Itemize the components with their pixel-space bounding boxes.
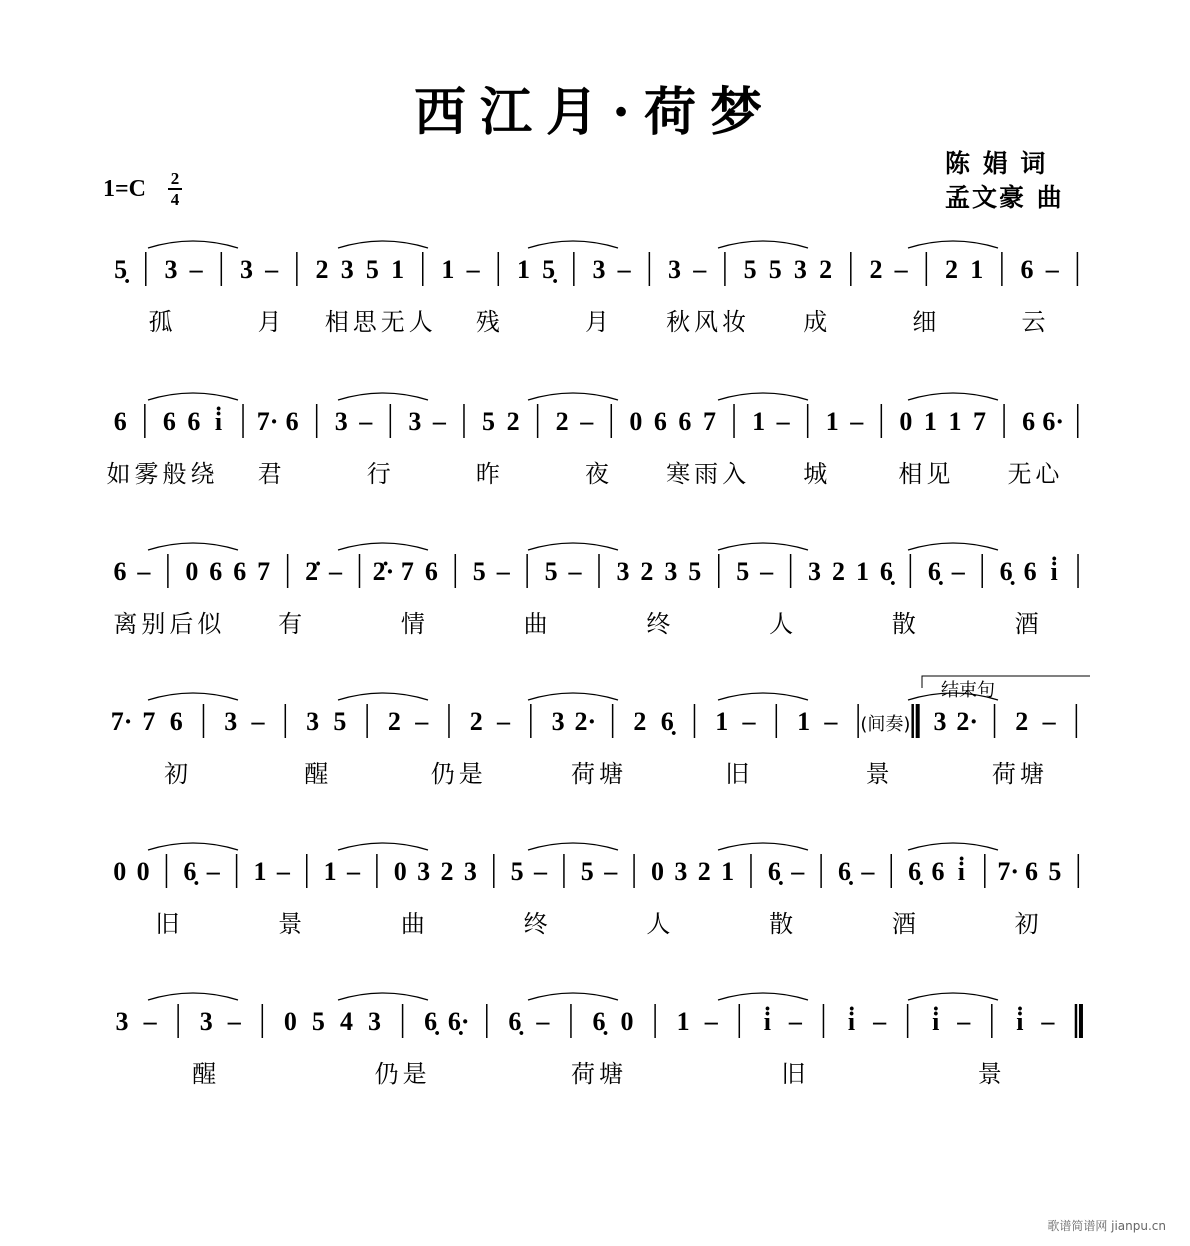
slur — [528, 693, 618, 700]
note: 7· — [110, 707, 133, 736]
watermark: 歌谱简谱网 jianpu.cn — [1047, 1219, 1166, 1233]
note: 7· — [256, 407, 279, 436]
note: – — [189, 255, 203, 284]
note: 1 — [323, 857, 337, 886]
note: 1 — [797, 707, 811, 736]
note: 6̣ — [424, 1007, 438, 1036]
note: 1 — [516, 255, 530, 284]
note: 3 — [674, 857, 688, 886]
note: – — [432, 407, 446, 436]
lyric: 仍是 — [430, 760, 487, 788]
lyric: 有 — [278, 610, 307, 638]
lyric: 荷塘 — [571, 1060, 627, 1088]
note: 1 — [441, 255, 455, 284]
note: 5 — [580, 857, 594, 886]
lyric: 景 — [865, 760, 894, 788]
slur — [338, 241, 428, 248]
note: 2̇ — [305, 557, 319, 586]
note: 6̣ — [183, 857, 197, 886]
lyric: 如雾般绕 — [106, 460, 219, 488]
lyric: 初 — [164, 760, 193, 788]
lyric: 初 — [1014, 910, 1043, 938]
note: – — [894, 255, 908, 284]
lyric: 酒 — [1014, 610, 1043, 638]
note: 0 — [136, 857, 150, 886]
note: 3 — [808, 557, 822, 586]
note: – — [466, 255, 480, 284]
note: 2· — [574, 707, 597, 736]
note: 7 — [400, 557, 414, 586]
note: 3 — [616, 557, 630, 586]
note: – — [861, 857, 875, 886]
note: 5̣ — [542, 255, 556, 284]
note: 0 — [283, 1007, 297, 1036]
slur — [528, 241, 618, 248]
note: 6 — [187, 407, 201, 436]
lyric: 旧 — [781, 1060, 810, 1088]
lyric: 酒 — [891, 910, 920, 938]
song-title: 西江月·荷梦 — [413, 82, 777, 143]
note: 5 — [1048, 857, 1062, 886]
note: – — [137, 557, 151, 586]
note: 3 — [340, 255, 354, 284]
note: 2 — [315, 255, 329, 284]
slur — [148, 393, 238, 400]
note: 5 — [768, 255, 782, 284]
note: – — [776, 407, 790, 436]
note: 3 — [115, 1007, 129, 1036]
note: – — [617, 255, 631, 284]
note: – — [359, 407, 373, 436]
slur — [338, 393, 428, 400]
slur — [718, 993, 808, 1000]
note: – — [824, 707, 838, 736]
note: 1 — [825, 407, 839, 436]
note: 6 — [1023, 557, 1037, 586]
note: 3 — [408, 407, 422, 436]
note: – — [873, 1007, 887, 1036]
note: 7 — [973, 407, 987, 436]
note: 3 — [592, 255, 606, 284]
note: – — [536, 1007, 550, 1036]
note: 3 — [334, 407, 348, 436]
note: 5 — [510, 857, 524, 886]
slur — [908, 543, 998, 550]
lyric: 秋风妆 — [666, 308, 751, 336]
note: 5 — [688, 557, 702, 586]
note: 3 — [164, 255, 178, 284]
note: 5 — [544, 557, 558, 586]
lyric: 离别后似 — [113, 610, 226, 638]
note: – — [580, 407, 594, 436]
note: 2 — [555, 407, 569, 436]
note: 2· — [956, 707, 979, 736]
note: – — [415, 707, 429, 736]
lyric: 醒 — [304, 760, 333, 788]
note: – — [850, 407, 864, 436]
lyric: 仍是 — [374, 1060, 431, 1088]
lyric: 终 — [646, 610, 675, 638]
note: 3 — [368, 1007, 382, 1036]
note: – — [347, 857, 360, 886]
note: 1 — [855, 557, 869, 586]
slur — [718, 241, 808, 248]
slur — [338, 543, 428, 550]
note: 6̣ — [508, 1007, 522, 1036]
note: 1 — [391, 255, 405, 284]
note: – — [704, 1007, 718, 1036]
lyric: 行 — [366, 460, 395, 488]
note: – — [143, 1007, 157, 1036]
note: i̇ — [1016, 1007, 1024, 1036]
lyric: 曲 — [523, 610, 552, 638]
slur — [338, 993, 428, 1000]
note: 6 — [931, 857, 945, 886]
note: 0 — [899, 407, 913, 436]
note: – — [568, 557, 582, 586]
lyric: 成 — [803, 308, 832, 336]
note: 7 — [702, 407, 716, 436]
note: i̇ — [932, 1007, 940, 1036]
note: – — [760, 557, 774, 586]
note: i̇ — [847, 1007, 856, 1036]
note: 4 — [339, 1007, 353, 1036]
note: 2 — [869, 255, 883, 284]
note: – — [206, 857, 220, 886]
note: 2 — [1015, 707, 1029, 736]
slur — [908, 393, 998, 400]
note: 0 — [650, 857, 664, 886]
note: – — [276, 857, 290, 886]
note: 6 — [209, 557, 223, 586]
note: – — [1041, 1007, 1055, 1036]
note: 6 — [285, 407, 299, 436]
note: 0 — [629, 407, 643, 436]
note: 6· — [1042, 407, 1065, 436]
note: 5 — [333, 707, 347, 736]
ending-label: 结束句 — [941, 680, 995, 701]
lyric: 无心 — [1007, 460, 1064, 488]
note: 6̣ — [592, 1007, 606, 1036]
note: 1 — [715, 707, 729, 736]
note: 6 — [113, 407, 127, 436]
note: 3 — [664, 557, 678, 586]
note: – — [497, 707, 511, 736]
note: 3 — [239, 255, 253, 284]
note: i̇ — [214, 407, 223, 436]
note: 0 — [113, 857, 127, 886]
lyric: 君 — [257, 460, 286, 488]
slur — [148, 543, 238, 550]
note: 6̣ — [838, 857, 851, 886]
lyric: 旧 — [725, 760, 754, 788]
note: – — [227, 1007, 241, 1036]
note: 2 — [506, 407, 520, 436]
note: 1 — [948, 407, 962, 436]
note: – — [951, 557, 965, 586]
slur — [718, 543, 808, 550]
lyric: 终 — [523, 910, 552, 938]
note: i̇ — [1050, 557, 1058, 586]
note: 3 — [199, 1007, 213, 1036]
note: 6̣ — [767, 857, 781, 886]
note: 6̣ — [927, 557, 941, 586]
note: 2 — [469, 707, 483, 736]
note: 2 — [945, 255, 959, 284]
note: 2 — [832, 557, 846, 586]
lyric: 月 — [585, 308, 613, 336]
note: 6 — [162, 407, 176, 436]
note: 2 — [697, 857, 711, 886]
note: 6 — [1022, 407, 1036, 436]
lyricist-credit: 陈 娟 词 — [945, 149, 1048, 178]
interlude-mark: (间奏) — [860, 714, 911, 735]
lyric: 昨 — [475, 460, 504, 488]
slur — [718, 393, 808, 400]
note: 7 — [142, 707, 156, 736]
lyric: 细 — [912, 308, 941, 336]
note: 6̣ — [879, 557, 893, 586]
note: 0 — [393, 857, 407, 886]
note: – — [791, 857, 805, 886]
slur — [338, 693, 428, 700]
lyric: 夜 — [585, 460, 613, 488]
slur — [718, 843, 808, 850]
lyric: 醒 — [192, 1060, 221, 1088]
note: 2 — [819, 255, 833, 284]
note: 1 — [752, 407, 766, 436]
note: 2 — [640, 557, 654, 586]
note: 1 — [970, 255, 984, 284]
note: 5 — [482, 407, 496, 436]
slur — [528, 843, 618, 850]
note: – — [788, 1007, 802, 1036]
lyric: 城 — [803, 460, 832, 488]
note: 3 — [224, 707, 238, 736]
lyric: 情 — [400, 610, 429, 638]
note: 6 — [653, 407, 667, 436]
note: 6 — [424, 557, 438, 586]
lyric: 相思无人 — [324, 308, 437, 336]
lyric: 人 — [646, 910, 675, 938]
note: 1 — [676, 1007, 690, 1036]
lyric: 景 — [278, 910, 307, 938]
time-signature-top: 2 — [170, 169, 180, 188]
note: 0 — [620, 1007, 634, 1036]
note: 2 — [633, 707, 647, 736]
slur — [908, 241, 998, 248]
note: – — [1045, 255, 1059, 284]
lyric: 孤 — [148, 308, 177, 336]
lyric: 荷塘 — [991, 760, 1048, 788]
lyric: 寒雨入 — [666, 460, 751, 488]
lyric: 云 — [1021, 308, 1050, 336]
note: 7 — [257, 557, 271, 586]
note: 5 — [365, 255, 379, 284]
note: 5̣ — [114, 255, 128, 284]
note: 3 — [463, 857, 477, 886]
slur — [528, 993, 618, 1000]
note: 6̣ — [908, 857, 922, 886]
lyric: 景 — [977, 1060, 1006, 1088]
lyric: 曲 — [400, 910, 429, 938]
note: – — [693, 255, 707, 284]
note: 2 — [440, 857, 454, 886]
note: 2 — [387, 707, 401, 736]
note: 6̣· — [447, 1007, 470, 1036]
lyric: 散 — [891, 610, 920, 638]
note: 1 — [253, 857, 267, 886]
time-signature-bottom: 4 — [170, 190, 180, 209]
note: – — [604, 857, 618, 886]
slur — [908, 843, 998, 850]
note: 6 — [1025, 857, 1039, 886]
note: – — [329, 557, 343, 586]
note: 5 — [743, 255, 757, 284]
lyric: 散 — [769, 910, 798, 938]
lyric: 残 — [475, 308, 504, 336]
lyric: 人 — [769, 610, 798, 638]
note: 1 — [923, 407, 937, 436]
note: 3 — [793, 255, 807, 284]
note: i̇ — [957, 857, 966, 886]
note: 3 — [551, 707, 565, 736]
composer-credit: 孟文豪 曲 — [945, 183, 1064, 212]
slur — [338, 843, 428, 850]
note: i̇ — [763, 1007, 771, 1036]
key-signature: 1=C — [103, 176, 147, 202]
note: 3 — [306, 707, 320, 736]
note: 5 — [736, 557, 750, 586]
note: – — [251, 707, 265, 736]
note: 0 — [185, 557, 199, 586]
note: – — [265, 255, 279, 284]
note: 6 — [1020, 255, 1034, 284]
slur — [528, 543, 618, 550]
lyric: 荷塘 — [571, 760, 627, 788]
note: 6̣ — [999, 557, 1013, 586]
note: 7· — [997, 857, 1020, 886]
slur — [148, 693, 238, 700]
lyric: 月 — [257, 308, 286, 336]
note: 3 — [668, 255, 682, 284]
note: 3 — [933, 707, 947, 736]
note: 6 — [169, 707, 183, 736]
note: – — [742, 707, 756, 736]
note: 3 — [417, 857, 431, 886]
lyric: 旧 — [155, 910, 184, 938]
note: 6 — [678, 407, 692, 436]
slur — [908, 993, 998, 1000]
note: 5 — [311, 1007, 325, 1036]
note: 6̣ — [660, 707, 674, 736]
note: 5 — [472, 557, 486, 586]
slur — [148, 241, 238, 248]
note: 1 — [721, 857, 735, 886]
slur — [148, 993, 238, 1000]
note: 6 — [233, 557, 247, 586]
slur — [718, 693, 808, 700]
lyric: 相见 — [898, 460, 955, 488]
note: – — [496, 557, 510, 586]
slur — [528, 393, 618, 400]
note: – — [534, 857, 548, 886]
slur — [148, 843, 238, 850]
note: – — [1042, 707, 1056, 736]
note: – — [957, 1007, 971, 1036]
note: 2̇· — [372, 557, 395, 586]
note: 6 — [113, 557, 127, 586]
